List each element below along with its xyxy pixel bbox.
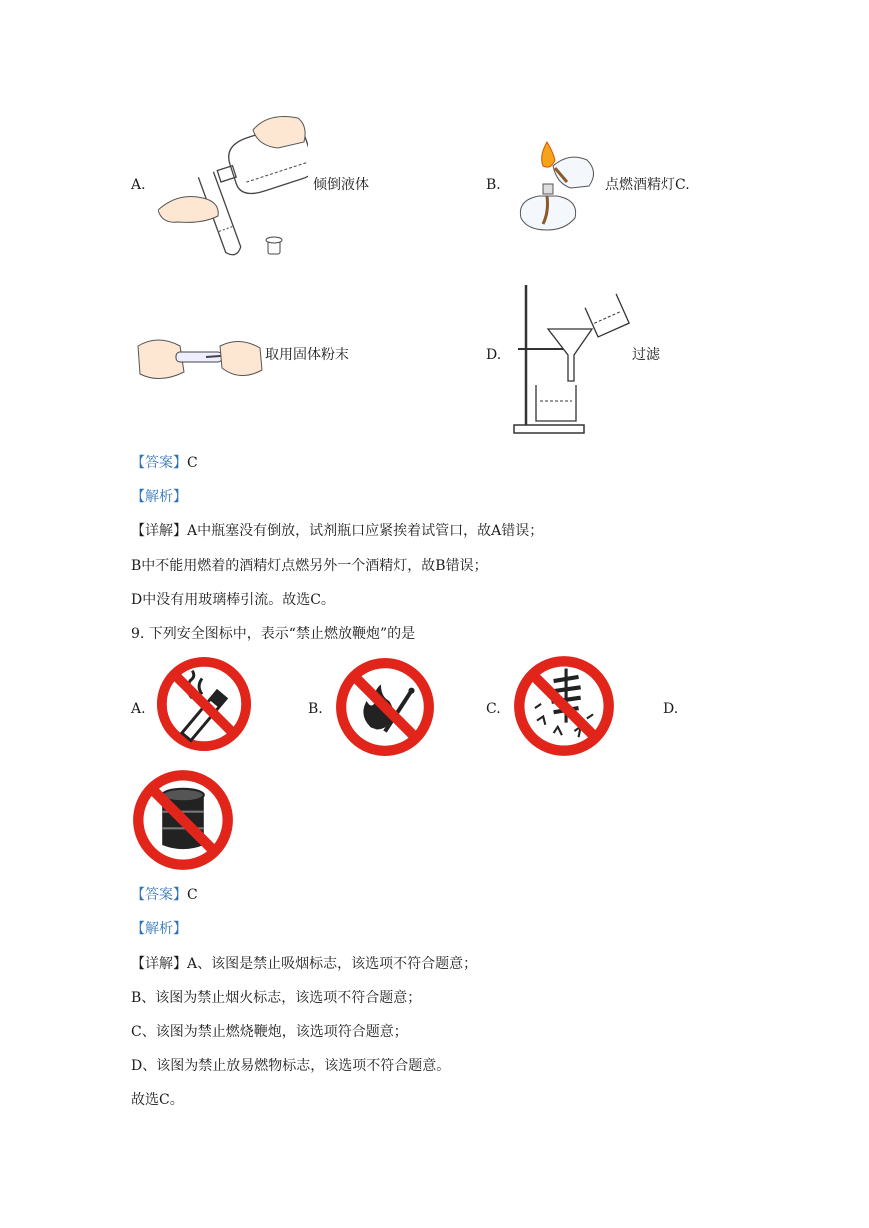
- q9-detail-line3: C、该图为禁止燃烧鞭炮，该选项符合题意；: [131, 1024, 408, 1040]
- q9-answer-line: [131, 886, 198, 904]
- no-fire-sign-icon: [334, 656, 436, 758]
- q8-analysis-tag: 【解析】: [131, 489, 187, 505]
- q8-detail-text: A中瓶塞没有倒放，试剂瓶口应紧挨着试管口，故A错误；: [187, 523, 544, 539]
- q9-answer-tag: 【答案】: [131, 887, 187, 903]
- q8-detail-line3: D中没有用玻璃棒引流。故选C。: [131, 592, 335, 608]
- q9-option-d-letter: D.: [663, 701, 679, 717]
- q8-option-d-letter: D.: [486, 347, 502, 363]
- q8-option-b-caption: 点燃酒精灯C.: [605, 177, 690, 193]
- q8-option-a-letter: A.: [131, 177, 146, 193]
- q8-option-d-caption: 过滤: [632, 347, 660, 363]
- no-flammable-sign-icon: [131, 768, 235, 872]
- pour-liquid-figure: [158, 112, 308, 264]
- q9-detail-tag: 【详解】: [131, 956, 187, 972]
- q9-option-b-letter: B.: [308, 701, 323, 717]
- q8-detail-line2: B中不能用燃着的酒精灯点燃另外一个酒精灯，故B错误；: [131, 558, 488, 574]
- q9-detail-line5: 故选C。: [131, 1092, 184, 1108]
- q8-detail-tag: 【详解】: [131, 523, 187, 539]
- q9-answer-value: C: [187, 887, 198, 903]
- q9-option-a-letter: A.: [131, 701, 146, 717]
- q9-detail-line1: [131, 955, 477, 973]
- q9-detail-text: A、该图是禁止吸烟标志，该选项不符合题意；: [187, 956, 478, 972]
- q8-answer-line: [131, 454, 198, 472]
- alcohol-lamp-figure: [513, 138, 605, 234]
- q8-answer-tag: 【答案】: [131, 455, 187, 471]
- no-smoking-sign-icon: [155, 655, 253, 753]
- q9-option-c-letter: C.: [486, 701, 501, 717]
- q9-detail-line2: B、该图为禁止烟火标志，该选项不符合题意；: [131, 990, 422, 1006]
- filtration-figure: [512, 281, 632, 437]
- q9-detail-line4: D、该图为禁止放易燃物标志，该选项不符合题意。: [131, 1058, 451, 1074]
- q9-stem: 9. 下列安全图标中，表示“禁止燃放鞭炮”的是: [131, 626, 416, 642]
- q8-option-a-caption: 倾倒液体: [313, 177, 369, 193]
- q8-option-b-letter: B.: [486, 177, 501, 193]
- q9-analysis-tag: 【解析】: [131, 921, 187, 937]
- q8-option-c-caption: 取用固体粉末: [265, 347, 349, 363]
- solid-powder-figure: [136, 332, 264, 384]
- q8-answer-value: C: [187, 455, 198, 471]
- no-firecrackers-sign-icon: [512, 654, 616, 758]
- q8-detail-line1: [131, 522, 543, 540]
